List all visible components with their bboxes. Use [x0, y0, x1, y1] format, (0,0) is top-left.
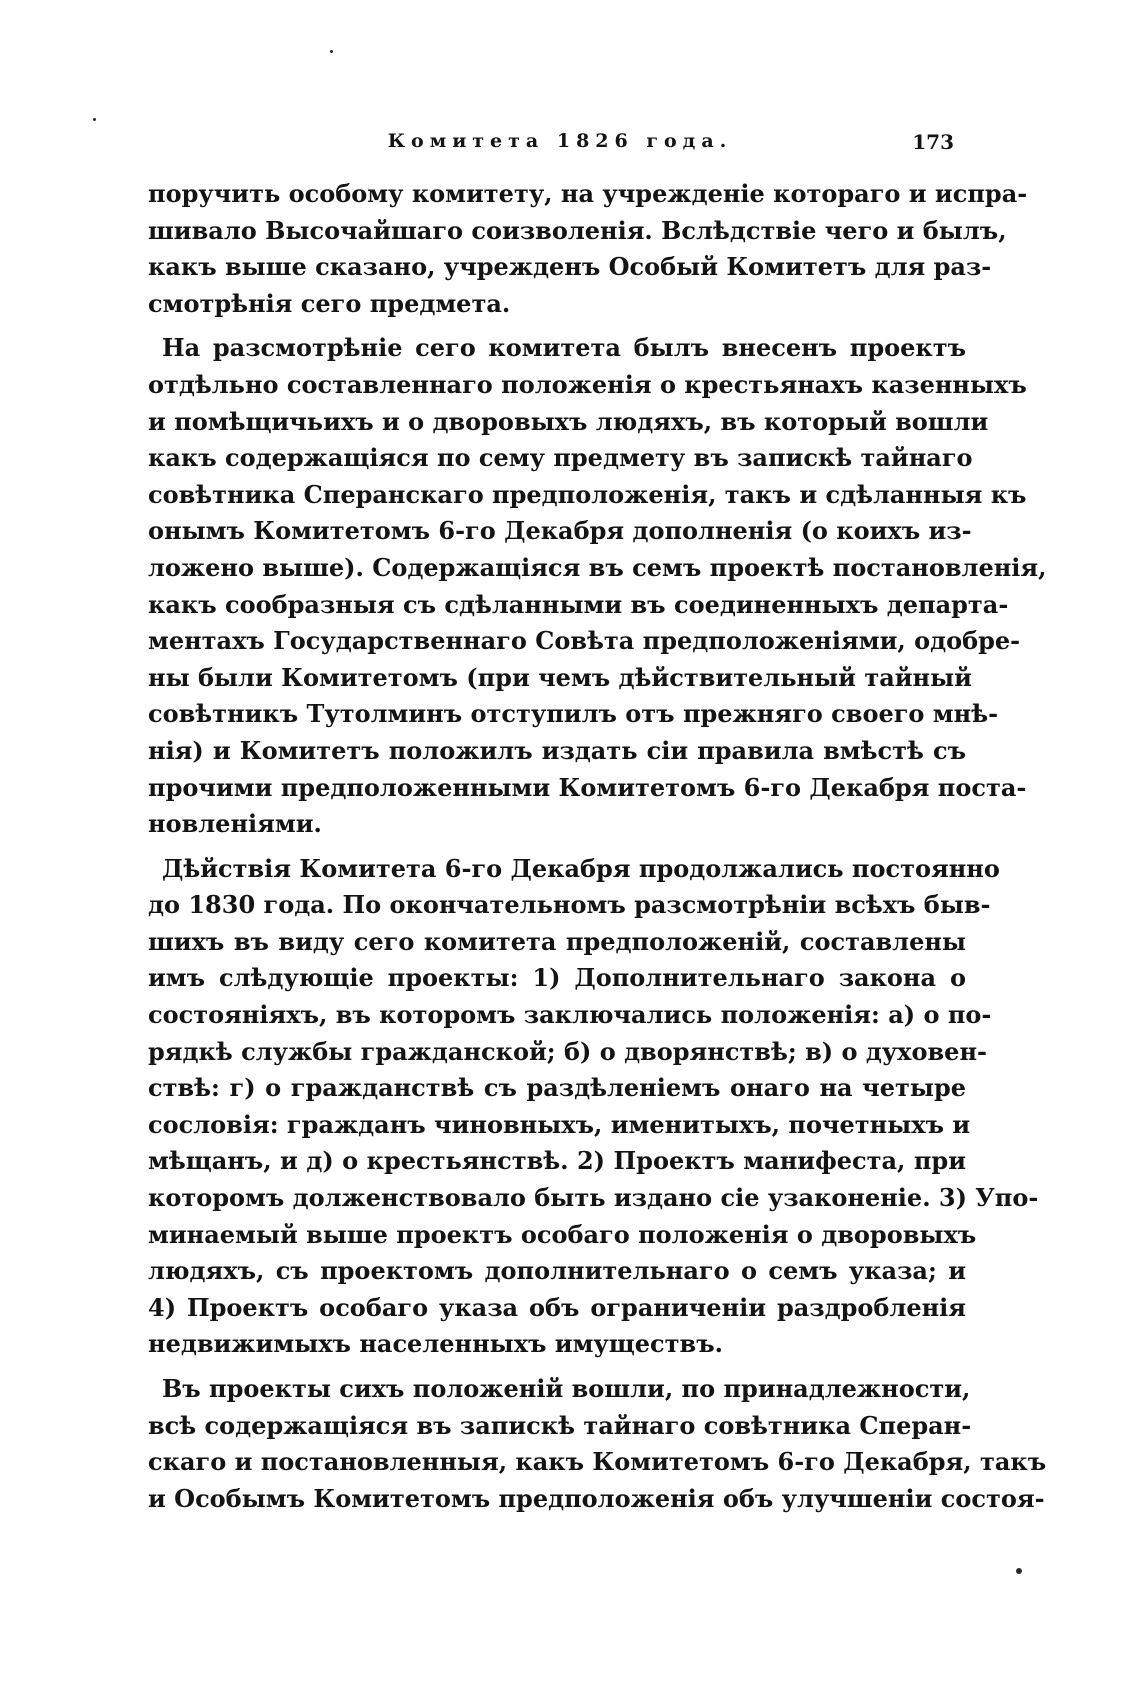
scan-speck [1016, 1568, 1022, 1574]
paragraph-1 [148, 176, 1028, 322]
text-line: имъ слѣдующіе проекты: 1) Дополнительнаго закона о [148, 963, 966, 993]
text-line: какъ сообразныя съ сдѣланными въ соединенныхъ департа- [148, 589, 1009, 619]
running-head [120, 130, 1000, 160]
text-line: минаемый выше проектъ особаго положенія о дворовыхъ [148, 1219, 977, 1249]
paragraph-3 [148, 851, 1039, 1363]
text-line: ствѣ: г) о гражданствѣ съ раздѣленіемъ онаго на четыре [148, 1073, 966, 1103]
text-line: совѣтника Сперанскаго предположенія, такъ и сдѣланныя къ [148, 479, 1027, 509]
text-line: состояніяхъ, въ которомъ заключались положенія: а) о по- [148, 1000, 992, 1030]
text-line: людяхъ, съ проектомъ дополнительнаго о семъ указа; и [148, 1256, 966, 1286]
text-line: совѣтникъ Тутолминъ отступилъ отъ прежняго своего мнѣ- [148, 699, 999, 729]
text-line: ложено выше). Содержащіяся въ семъ проектѣ постановленія, [148, 552, 1047, 582]
text-line: какъ выше сказано, учрежденъ Особый Комитетъ для раз- [148, 252, 992, 282]
page-number: 173 [912, 130, 954, 154]
text-line: поручить особому комитету, на учрежденіе котораго и испра- [148, 179, 1028, 208]
text-line: недвижимыхъ населенныхъ имуществъ. [148, 1329, 723, 1359]
text-line: какъ содержащіяся по сему предмету въ запискѣ тайнаго [148, 443, 973, 473]
text-line: ментахъ Государственнаго Совѣта предположеніями, одобре- [148, 626, 1021, 656]
text-line: 4) Проектъ особаго указа объ ограниченіи раздробленія [148, 1292, 966, 1322]
text-line: шивало Высочайшаго соизволенія. Вслѣдствіе чего и былъ, [148, 215, 1007, 245]
text-line: ны были Комитетомъ (при чемъ дѣйствительный тайный [148, 662, 972, 692]
text-line: и Особымъ Комитетомъ предположенія объ улучшеніи состоя- [148, 1483, 1045, 1513]
text-line: сословія: гражданъ чиновныхъ, именитыхъ, почетныхъ и [148, 1109, 971, 1139]
body-text [148, 176, 1047, 1517]
text-line: новленіями. [148, 809, 322, 839]
text-line: прочими предположенными Комитетомъ 6-го Декабря поста- [148, 772, 1027, 802]
text-line: онымъ Комитетомъ 6-го Декабря дополненія (о коихъ из- [148, 516, 972, 546]
text-line: скаго и постановленныя, какъ Комитетомъ 6-го Декабря, такъ [148, 1447, 1047, 1477]
text-line: Дѣйствія Комитета 6-го Декабря продолжались постоянно [162, 853, 1000, 883]
text-line: На разсмотрѣніе сего комитета былъ внесенъ проектъ [162, 333, 966, 363]
text-line: рядкѣ службы гражданской; б) о дворянствѣ; в) о духовен- [148, 1036, 987, 1066]
paragraph-4 [148, 1371, 1047, 1517]
text-line: всѣ содержащіяся въ запискѣ тайнаго совѣтника Сперан- [148, 1410, 972, 1440]
paragraph-2 [148, 330, 1047, 842]
text-line: смотрѣнія сего предмета. [148, 288, 511, 318]
text-line: отдѣльно составленнаго положенія о крестьянахъ казенныхъ [148, 369, 1027, 399]
text-line: мѣщанъ, и д) о крестьянствѣ. 2) Проектъ манифеста, при [148, 1146, 966, 1176]
text-line: шихъ въ виду сего комитета предположеній, составлены [148, 926, 966, 956]
scan-speck [330, 50, 333, 53]
text-line: Въ проекты сихъ положеній вошли, по принадлежности, [162, 1374, 971, 1403]
running-title: Комитета 1826 года. [387, 130, 733, 152]
text-line: до 1830 года. По окончательномъ разсмотрѣніи всѣхъ быв- [148, 890, 991, 920]
text-line: нія) и Комитетъ положилъ издать сіи правила вмѣстѣ съ [148, 735, 966, 765]
scan-speck [93, 118, 96, 121]
text-line: и помѣщичьихъ и о дворовыхъ людяхъ, въ который вошли [148, 406, 989, 436]
text-line: которомъ долженствовало быть издано сіе узаконеніе. 3) Упо- [148, 1183, 1039, 1213]
